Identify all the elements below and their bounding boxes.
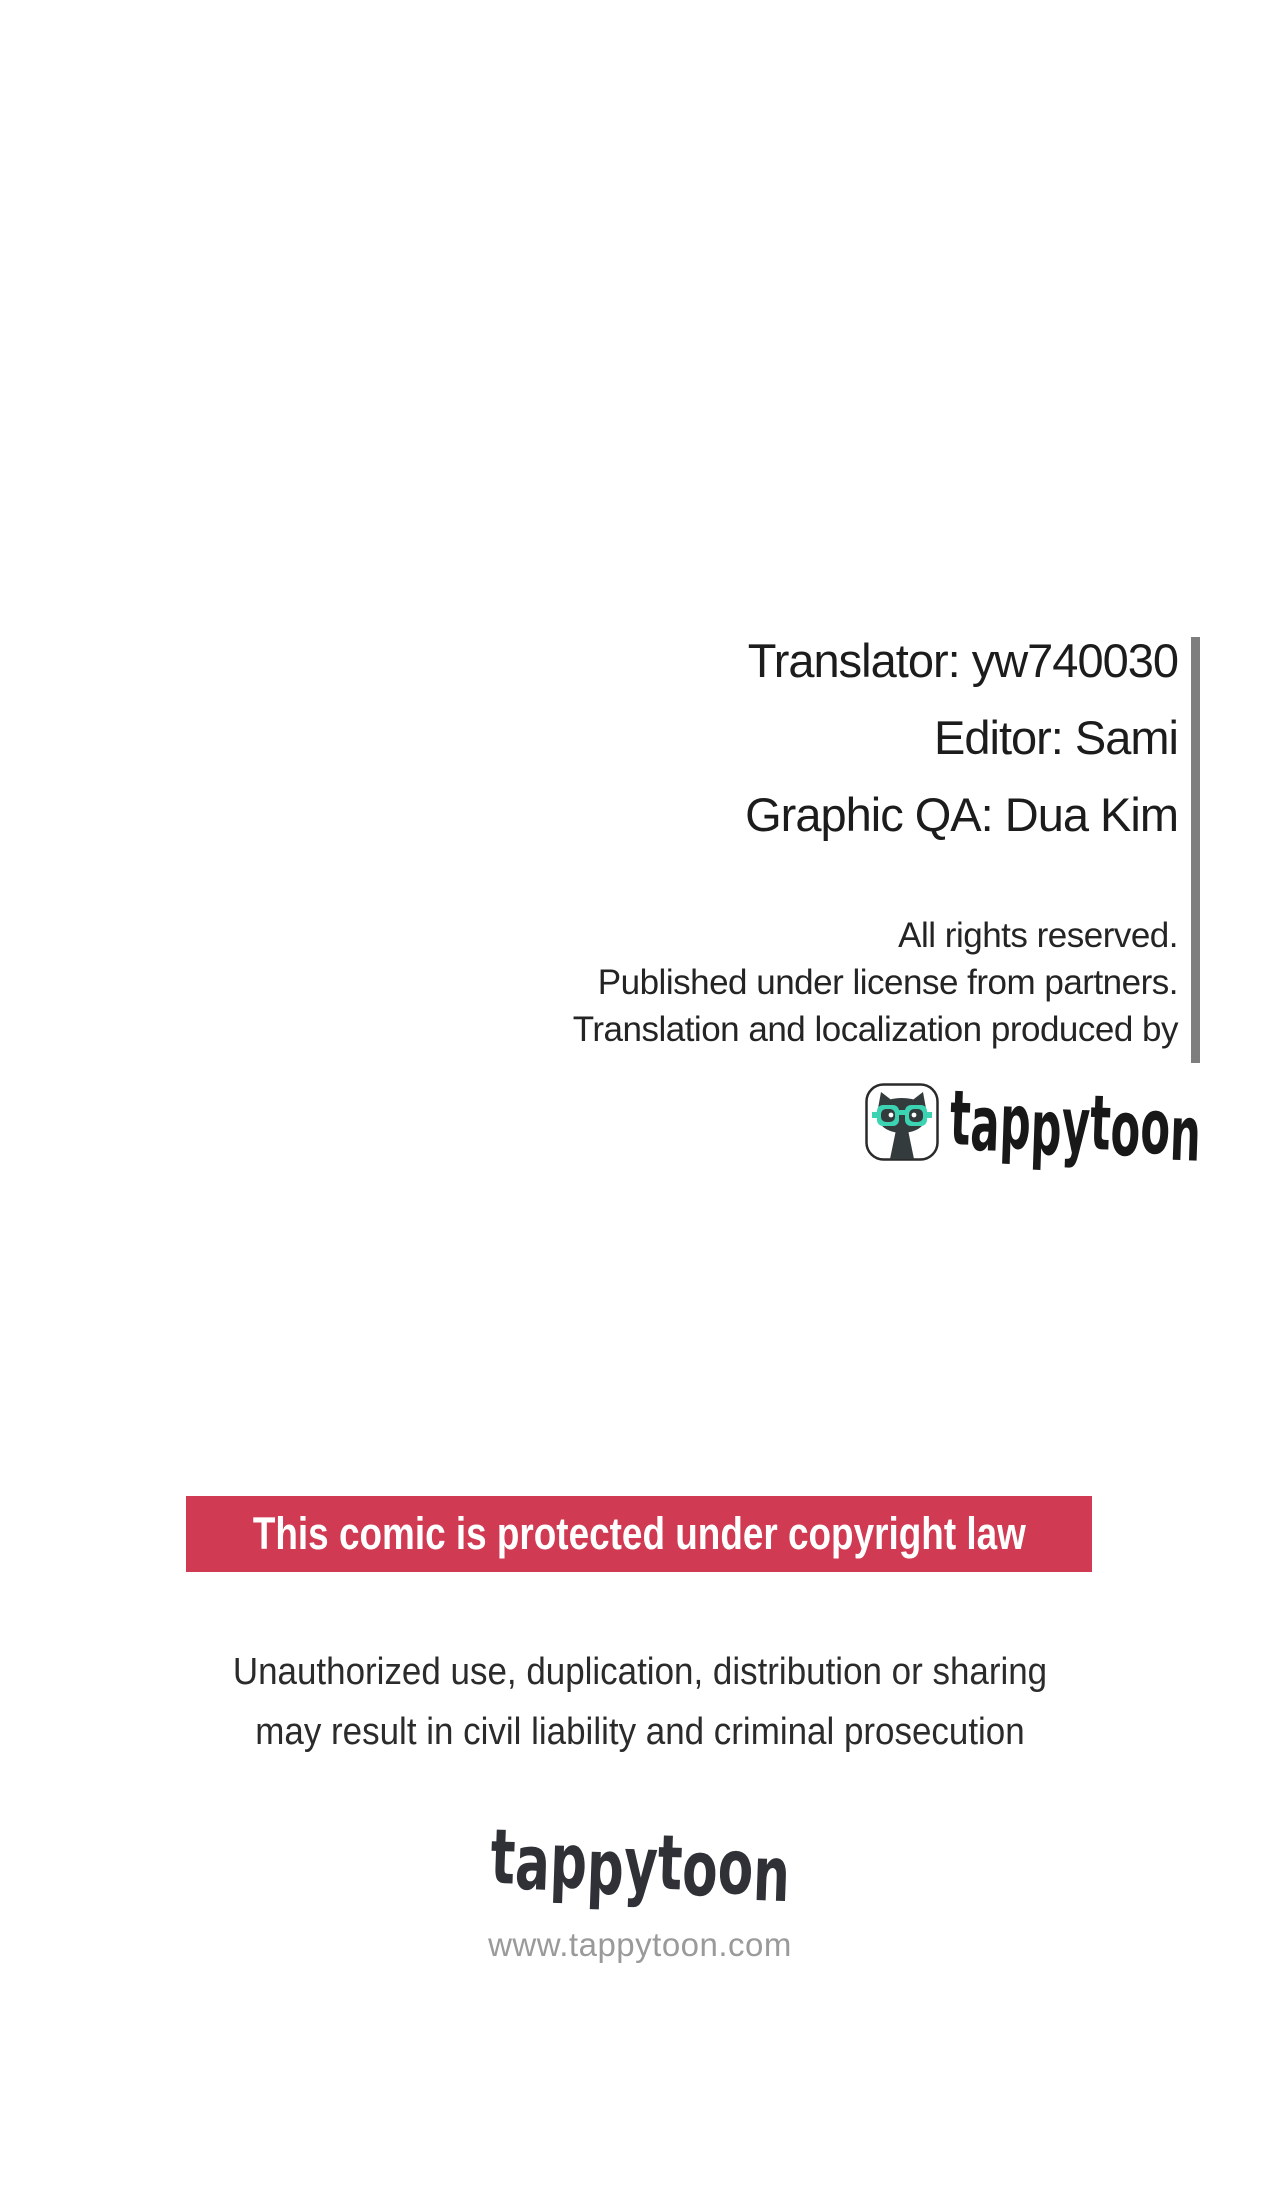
warning-line-1: Unauthorized use, duplication, distribution or sharing [232, 1651, 1048, 1693]
rights-line-1: All rights reserved. [898, 916, 1178, 955]
footer-url: www.tappytoon.com [488, 1926, 792, 1963]
credits-divider-bar [1191, 637, 1200, 1063]
rights-line-3: Translation and localization produced by [572, 1010, 1178, 1049]
credit-line-translator: Translator: yw740030 [747, 634, 1178, 687]
warning-text [51, 1642, 1229, 1762]
tappytoon-cat-icon [865, 1083, 939, 1161]
rights-block [573, 912, 1178, 1053]
rights-line-2: Published under license from partners. [597, 963, 1178, 1002]
credit-line-graphic-qa: Graphic QA: Dua Kim [745, 788, 1178, 841]
footer-tappytoon-wordmark: tappytoon [488, 1811, 792, 1920]
tappytoon-wordmark: tappytoon [948, 1073, 1203, 1179]
copyright-banner-text: This comic is protected under copyright law [252, 1508, 1026, 1559]
credit-line-editor: Editor: Sami [934, 711, 1178, 764]
credits-block [745, 622, 1178, 853]
copyright-banner [186, 1496, 1092, 1572]
footer-logo-wrap [0, 1811, 1280, 1920]
warning-line-2: may result in civil liability and criminal prosecution [255, 1711, 1025, 1753]
